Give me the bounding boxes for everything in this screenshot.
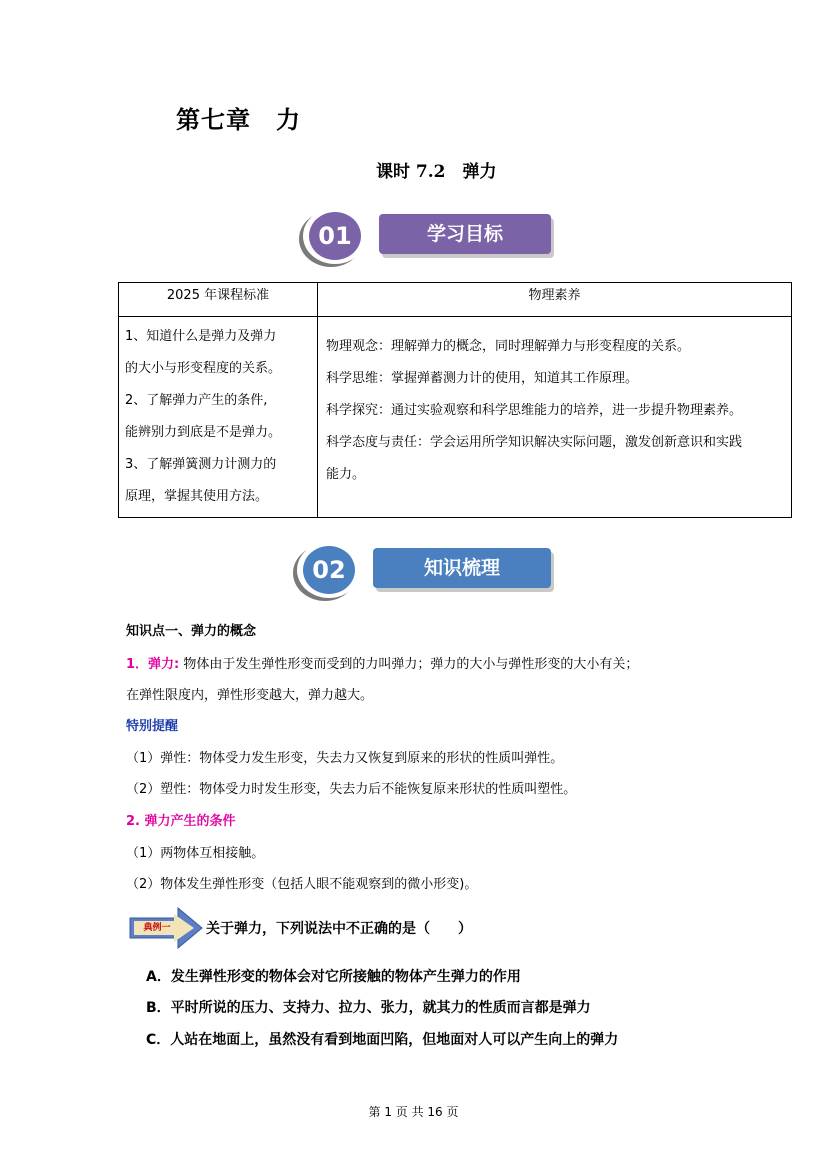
knowledge-item-1-cont: 在弹性限度内，弹性形变越大，弹力越大。 — [126, 688, 374, 703]
table-header-standard: 2025 年课程标准 — [119, 283, 318, 317]
section-banner-knowledge — [297, 542, 557, 602]
example-question: 关于弹力，下列说法中不正确的是（ ） — [206, 921, 472, 937]
condition-2: （2）物体发生弹性形变（包括人眼不能观察到的微小形变)。 — [126, 877, 478, 892]
literacy-line: 科学态度与责任：学会运用所学知识解决实际问题，激发创新意识和实践 — [326, 435, 743, 450]
example-tag — [128, 906, 204, 950]
reminder-title: 特别提醒 — [126, 719, 179, 734]
knowledge-point-title: 知识点一、弹力的概念 — [126, 624, 257, 639]
section-number-badge — [303, 208, 367, 264]
section-number: 02 — [303, 546, 355, 594]
standard-line: 3、了解弹簧测力计测力的 — [125, 457, 277, 472]
standard-line: 的大小与形变程度的关系。 — [125, 361, 282, 376]
goals-table — [118, 282, 792, 518]
table-header-literacy: 物理素养 — [318, 283, 792, 317]
reminder-elasticity: （1）弹性：物体受力发生形变，失去力又恢复到原来的形状的性质叫弹性。 — [126, 751, 564, 766]
item-2-title: 2. 弹力产生的条件 — [126, 814, 236, 829]
chapter-title: 第七章 力 — [176, 105, 301, 134]
section-title: 知识梳理 — [373, 548, 551, 588]
section-banner-goals — [303, 208, 563, 268]
standard-line: 2、了解弹力产生的条件, — [125, 393, 268, 408]
standard-line: 原理，掌握其使用方法。 — [125, 489, 269, 504]
example-tag-label: 典例一 — [143, 923, 171, 933]
section-title: 学习目标 — [379, 214, 551, 254]
item-label: 1．弹力: — [126, 657, 180, 672]
option-a: A．发生弹性形变的物体会对它所接触的物体产生弹力的作用 — [146, 969, 521, 985]
condition-1: （1）两物体互相接触。 — [126, 846, 265, 861]
literacy-cell — [318, 317, 792, 518]
standard-line: 能辨别力到底是不是弹力。 — [125, 425, 282, 440]
literacy-line: 物理观念：理解弹力的概念，同时理解弹力与形变程度的关系。 — [326, 339, 691, 354]
knowledge-item-1 — [126, 653, 638, 672]
option-b: B．平时所说的压力、支持力、拉力、张力，就其力的性质而言都是弹力 — [146, 1000, 591, 1016]
literacy-line: 科学思维：掌握弹蓄测力计的使用，知道其工作原理。 — [326, 371, 639, 386]
standard-cell — [119, 317, 318, 518]
literacy-line: 科学探究：通过实验观察和科学思维能力的培养，进一步提升物理素养。 — [326, 403, 743, 418]
literacy-line: 能力。 — [326, 467, 366, 482]
section-number: 01 — [309, 212, 361, 260]
lesson-title: 课时 7.2 弹力 — [376, 162, 497, 182]
page-footer: 第 1 页 共 16 页 — [368, 1105, 459, 1119]
reminder-plasticity: （2）塑性：物体受力时发生形变，失去力后不能恢复原来形状的性质叫塑性。 — [126, 782, 577, 797]
standard-line: 1、知道什么是弹力及弹力 — [125, 329, 277, 344]
option-c: C．人站在地面上，虽然没有看到地面凹陷，但地面对人可以产生向上的弹力 — [146, 1032, 619, 1048]
item-text: 物体由于发生弹性形变而受到的力叫弹力；弹力的大小与弹性形变的大小有关； — [183, 657, 639, 672]
section-number-badge — [297, 542, 361, 598]
